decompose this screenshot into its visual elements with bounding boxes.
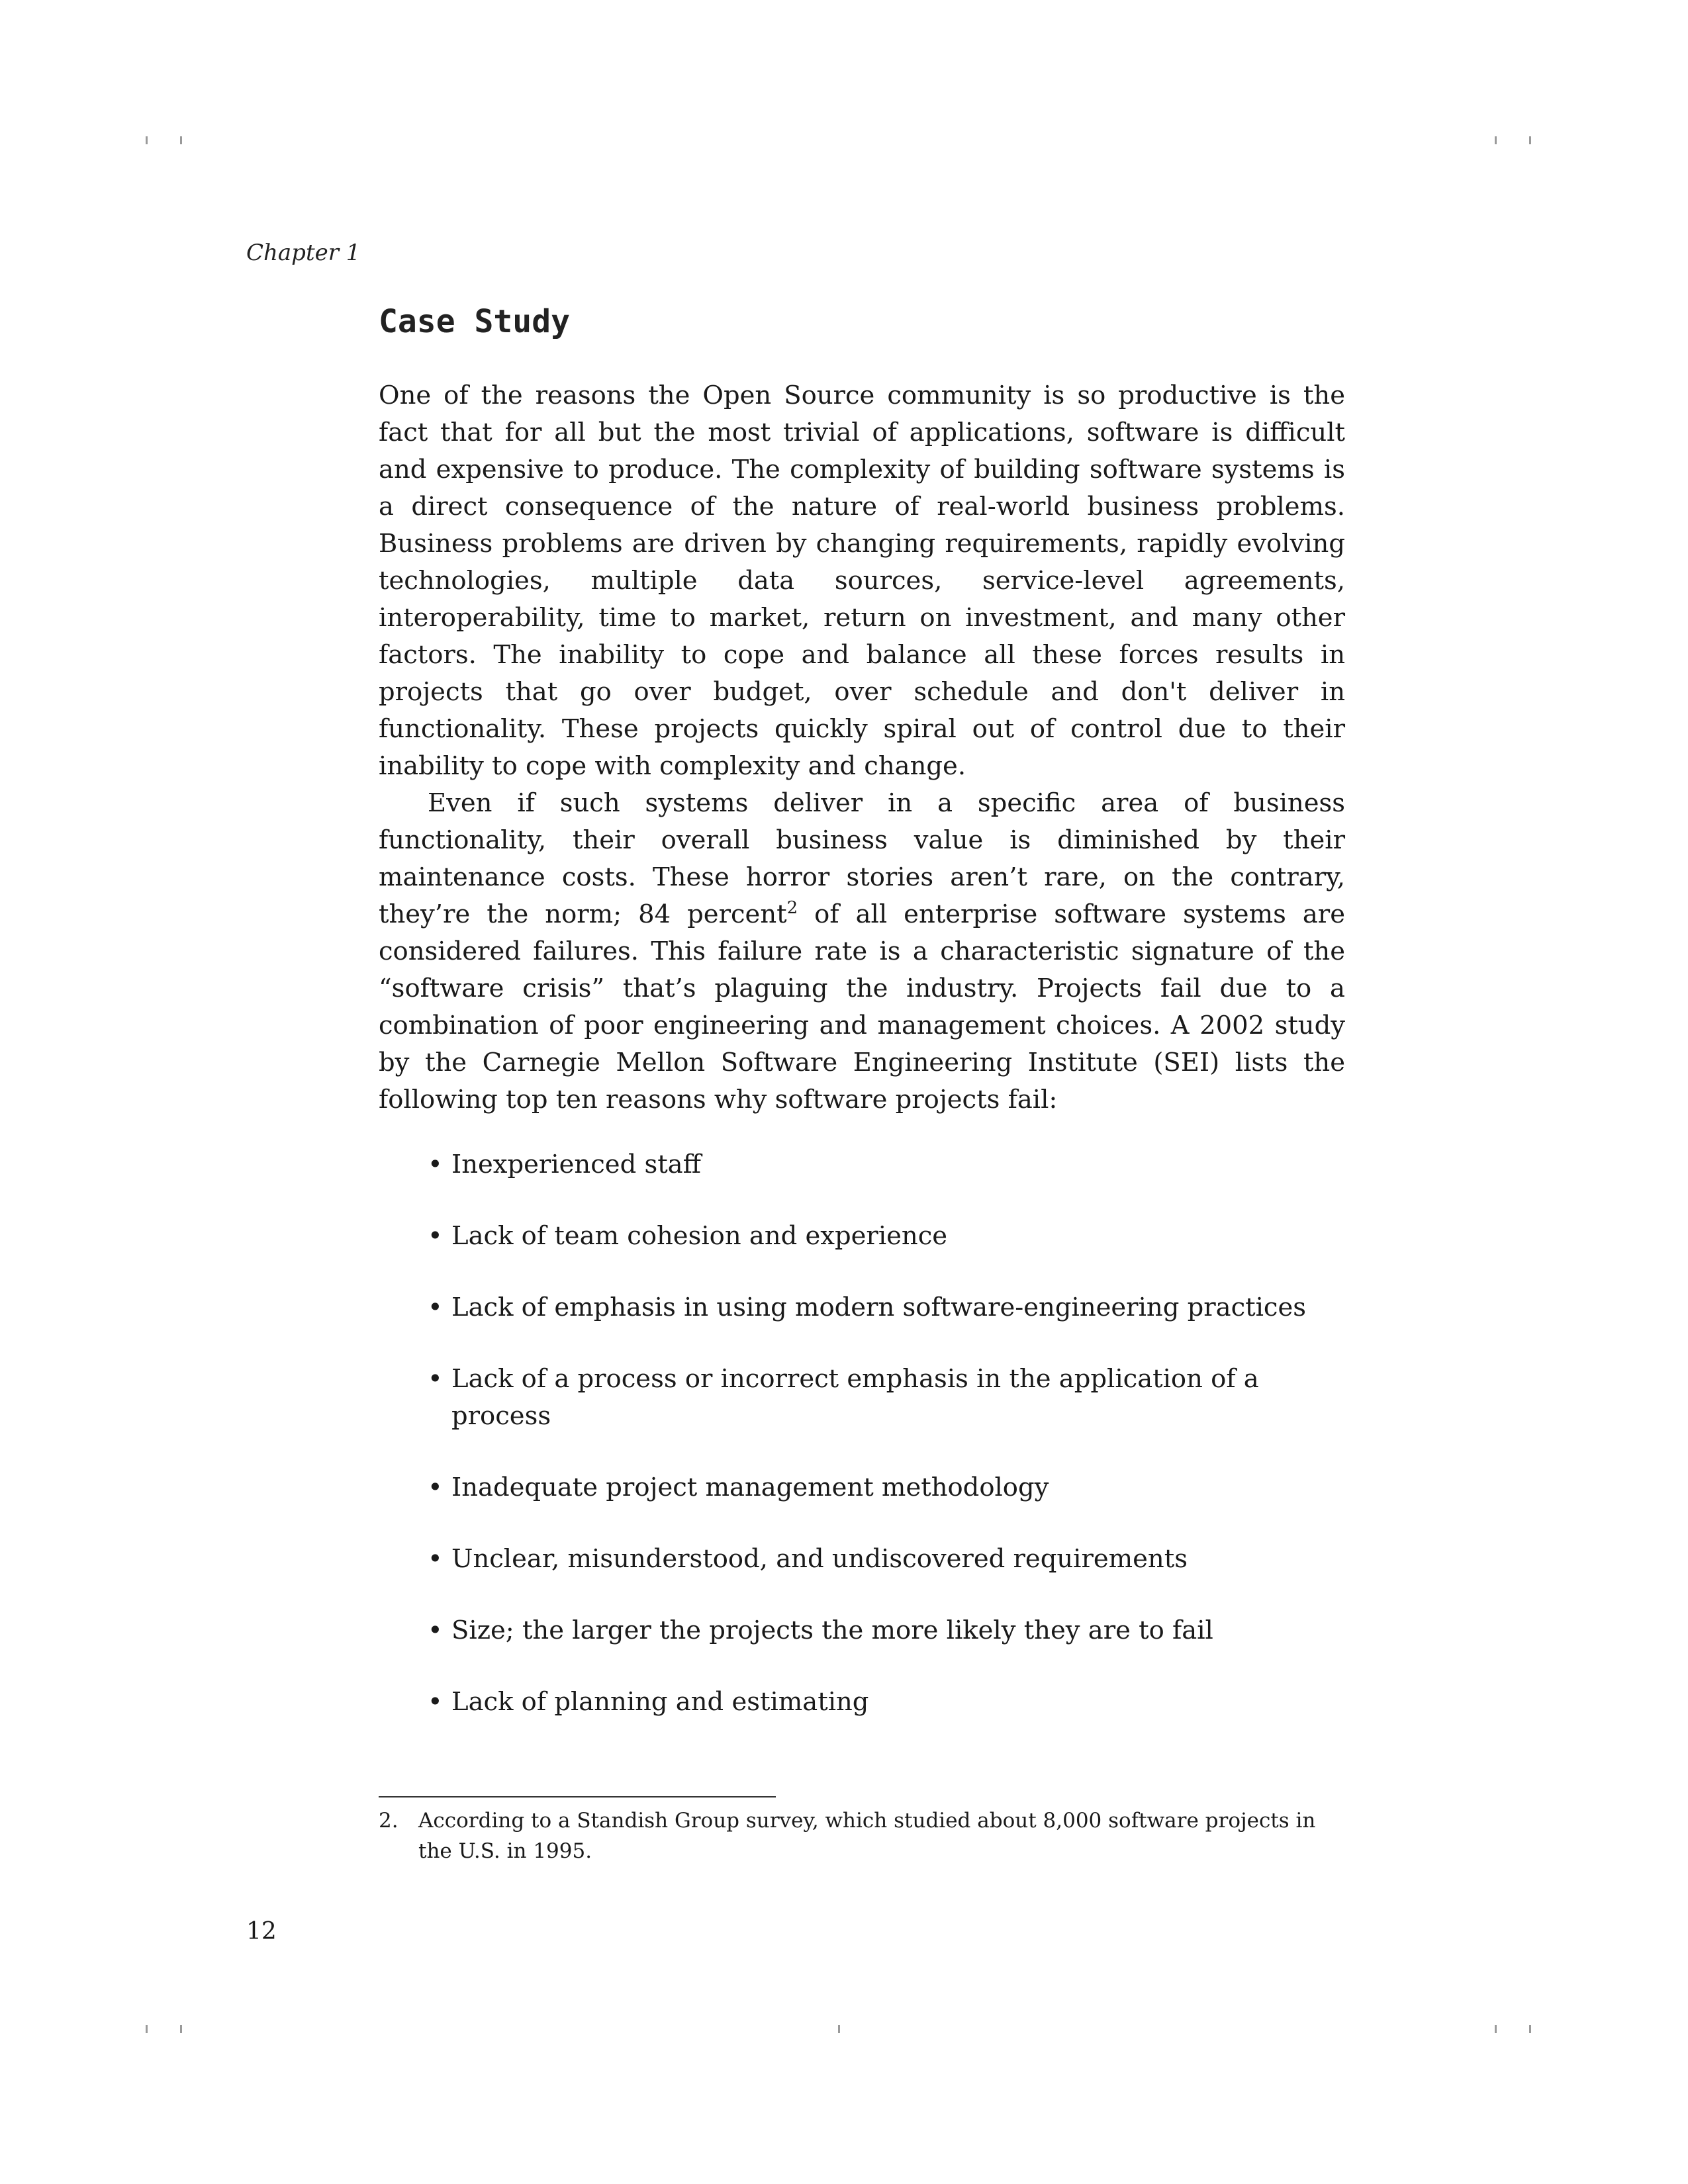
list-item-text: Inadequate project management methodology [451,1473,1049,1502]
list-item-text: Inexperienced staff [451,1150,701,1179]
list-item [379,1146,1345,1183]
footnote-reference[interactable]: 2 [786,898,798,919]
bullet-icon: • [428,1364,443,1394]
list-item [379,1218,1345,1255]
crop-mark-bottom-right-1 [1495,2025,1497,2033]
paragraph-2-text-a: Even if such systems deliver in a specific area of business functionality, their overall business value is diminished by their maintenance costs. These horror stories aren’t rare, on the contrary, they’re the norm; 84 percent [379,788,1345,929]
list-item-text: Lack of team cohesion and experience [451,1221,948,1251]
crop-mark-top-right-1 [1495,136,1497,144]
page-number: 12 [246,1918,277,1945]
crop-mark-bottom-left-2 [180,2025,182,2033]
list-item [379,1469,1345,1506]
bullet-icon: • [428,1544,443,1574]
list-item [379,1289,1345,1326]
list-item [379,1612,1345,1649]
footnote [379,1805,1345,1866]
list-item [379,1684,1345,1721]
crop-mark-bottom-left-1 [146,2025,148,2033]
bullet-icon: • [428,1687,443,1717]
paragraph-2 [379,785,1345,1118]
crop-mark-top-left-1 [146,136,148,144]
list-item-text: Lack of emphasis in using modern software-engineering practices [451,1293,1307,1322]
list-item [379,1361,1345,1435]
crop-mark-bottom-right-2 [1529,2025,1531,2033]
footnote-text: According to a Standish Group survey, which studied about 8,000 software projects in the U.S. in 1995. [418,1809,1316,1863]
bullet-icon: • [428,1615,443,1645]
crop-mark-top-left-2 [180,136,182,144]
list-item-text: Size; the larger the projects the more likely they are to fail [451,1615,1213,1645]
running-head: Chapter 1 [246,240,361,266]
bullet-icon: • [428,1221,443,1251]
bullet-icon: • [428,1473,443,1502]
crop-mark-bottom-center [838,2025,840,2033]
paragraph-2-text-b: of all enterprise software systems are considered failures. This failure rate is a characteristic signature of the “software crisis” that’s plaguing the industry. Projects fail due to a combination of poor engineering and management choices. A 2002 study by the Carnegie Mellon Software Engineering Institute (SEI) lists the following top ten reasons why software projects fail: [379,899,1345,1115]
list-item-text: Lack of planning and estimating [451,1687,869,1717]
bullet-icon: • [428,1150,443,1179]
footnote-number: 2. [379,1809,399,1833]
paragraph-1: One of the reasons the Open Source community is so productive is the fact that for all but the most trivial of applications, software is difficult and expensive to produce. The complexity of building software systems is a direct consequence of the nature of real-world business problems. Business problems are driven by changing requirements, rapidly evolving technologies, multiple data sources, service-level agreements, interoperability, time to market, return on investment, and many other factors. The inability to cope and balance all these forces results in projects that go over budget, over schedule and don't deliver in functionality. These projects quickly spiral out of control due to their inability to cope with complexity and change. [379,381,1345,781]
section-heading: Case Study [379,303,570,340]
bullet-icon: • [428,1293,443,1322]
list-item-text: Unclear, misunderstood, and undiscovered requirements [451,1544,1188,1574]
crop-mark-top-right-2 [1529,136,1531,144]
body-text [379,377,1345,1755]
list-item-text: Lack of a process or incorrect emphasis in the application of a process [451,1364,1259,1431]
reasons-list [379,1146,1345,1721]
footnote-divider [379,1796,776,1797]
list-item [379,1541,1345,1578]
